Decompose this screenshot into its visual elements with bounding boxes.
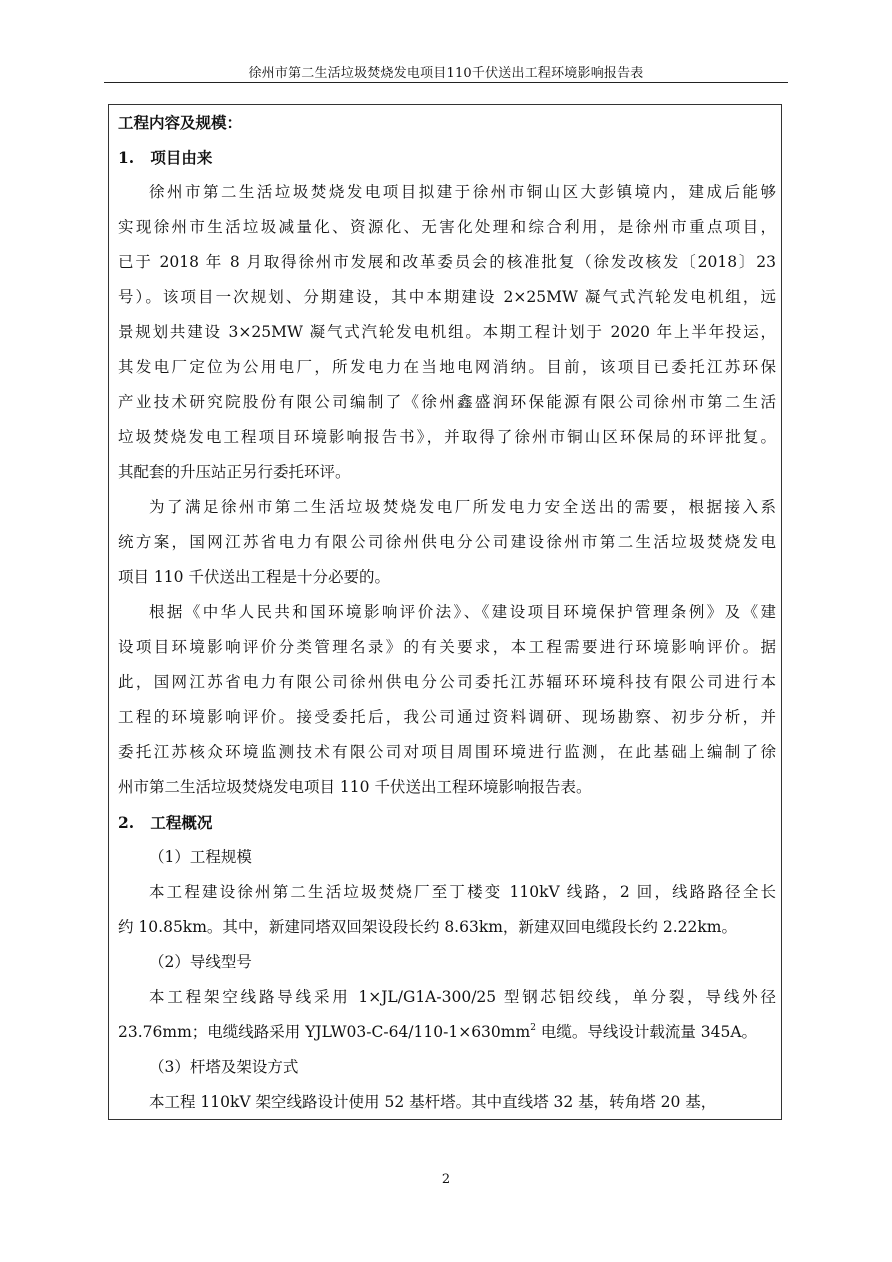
item-heading: （2）导线型号	[149, 953, 252, 971]
line-segment: 电缆。导线设计载流量 345A。	[535, 1023, 758, 1041]
paragraph-line: 徐州市第二生活垃圾焚烧发电项目拟建于徐州市铜山区大彭镇境内，建成后能够	[149, 183, 776, 201]
content-body	[118, 105, 776, 1120]
paragraph-line: 其发电厂定位为公用电厂，所发电力在当地电网消纳。目前，该项目已委托江苏环保	[118, 358, 776, 376]
paragraph-line: 号）。该项目一次规划、分期建设，其中本期建设 2×25MW 凝气式汽轮发电机组，远	[118, 288, 776, 306]
header-rule	[104, 82, 788, 83]
subsection-number: 2.	[118, 813, 135, 832]
paragraph-line: 本工程建设徐州第二生活垃圾焚烧厂至丁楼变 110kV 线路，2 回，线路路径全长	[149, 883, 776, 901]
paragraph-line: 为了满足徐州市第二生活垃圾焚烧发电厂所发电力安全送出的需要，根据接入系	[149, 498, 776, 516]
paragraph-line: 根据《中华人民共和国环境影响评价法》、《建设项目环境保护管理条例》及《建	[149, 603, 776, 621]
running-header: 徐州市第二生活垃圾焚烧发电项目110千伏送出工程环境影响报告表	[248, 66, 644, 81]
line-segment: 23.76mm；电缆线路采用 YJLW03-C-64/110-1×630mm	[118, 1023, 531, 1041]
superscript: 2	[530, 1022, 536, 1033]
content-box	[108, 104, 782, 1120]
subsection-title: 项目由来	[150, 148, 213, 167]
page-number: 2	[441, 1172, 451, 1187]
item-heading: （1）工程规模	[149, 848, 252, 866]
paragraph-line: 实现徐州市生活垃圾减量化、资源化、无害化处理和综合利用，是徐州市重点项目，	[118, 218, 776, 236]
paragraph-line: 工程的环境影响评价。接受委托后，我公司通过资料调研、现场勘察、初步分析，并	[118, 708, 776, 726]
subsection-heading-project-origin	[118, 140, 776, 175]
paragraph-line: 设项目环境影响评价分类管理名录》的有关要求，本工程需要进行环境影响评价。据	[118, 638, 776, 656]
paragraph-line: 州市第二生活垃圾焚烧发电项目 110 千伏送出工程环境影响报告表。	[118, 778, 592, 796]
paragraph-line: 统方案，国网江苏省电力有限公司徐州供电分公司建设徐州市第二生活垃圾焚烧发电	[118, 533, 776, 551]
section-heading: 工程内容及规模：	[118, 113, 243, 132]
paragraph-line: 委托江苏核众环境监测技术有限公司对项目周围环境进行监测，在此基础上编制了徐	[118, 743, 776, 761]
paragraph-line: 约 10.85km。其中，新建同塔双回架设段长约 8.63km，新建双回电缆段长约 2.22km。	[118, 918, 737, 936]
paragraph-line: 项目 110 千伏送出工程是十分必要的。	[118, 568, 390, 586]
paragraph-line: 垃圾焚烧发电工程项目环境影响报告书》，并取得了徐州市铜山区环保局的环评批复。	[118, 428, 776, 446]
paragraph-line	[118, 1015, 776, 1050]
paragraph-line: 此，国网江苏省电力有限公司徐州供电分公司委托江苏辐环环境科技有限公司进行本	[118, 673, 776, 691]
subsection-title: 工程概况	[150, 813, 213, 832]
subsection-heading-project-overview	[118, 805, 776, 840]
paragraph-line: 产业技术研究院股份有限公司编制了《徐州鑫盛润环保能源有限公司徐州市第二生活	[118, 393, 776, 411]
paragraph-line: 其配套的升压站正另行委托环评。	[118, 463, 351, 481]
subsection-number: 1.	[118, 148, 135, 167]
paragraph-line: 已于 2018 年 8 月取得徐州市发展和改革委员会的核准批复（徐发改核发〔2018〕23	[118, 253, 776, 271]
paragraph-line: 本工程架空线路导线采用 1×JL/G1A-300/25 型钢芯铝绞线，单分裂，导线外径	[149, 988, 776, 1006]
item-heading: （3）杆塔及架设方式	[149, 1058, 299, 1076]
paragraph-line: 景规划共建设 3×25MW 凝气式汽轮发电机组。本期工程计划于 2020 年上半年投运，	[118, 323, 776, 341]
paragraph-line: 本工程 110kV 架空线路设计使用 52 基杆塔。其中直线塔 32 基，转角塔 20 基，	[149, 1093, 717, 1111]
